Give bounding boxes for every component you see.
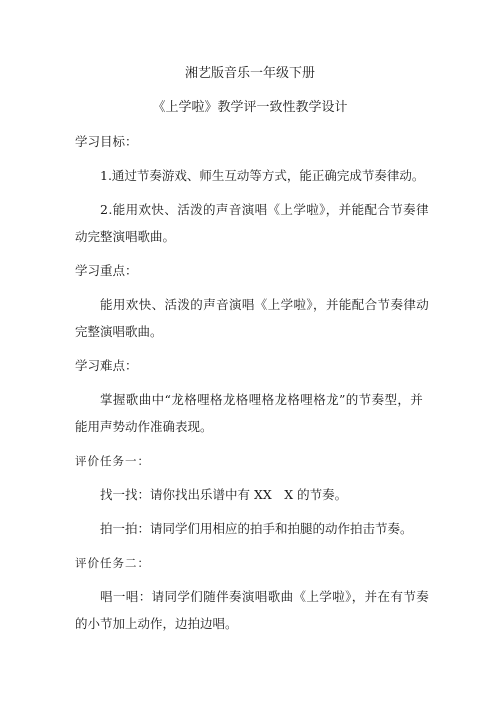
task-2-item-1-line-1: 唱一唱：请同学们随伴奏演唱歌曲《上学啦》，并在有节奏 [100, 589, 430, 604]
key-points-heading: 学习重点： [75, 263, 138, 278]
task-1-item-1: 找一找：请你找出乐谱中有 XX X 的节奏。 [100, 487, 348, 502]
task-2-heading: 评价任务二： [75, 556, 150, 570]
key-points-line-2: 完整演唱歌曲。 [75, 324, 163, 339]
objective-2-line-2: 动完整演唱歌曲。 [75, 229, 176, 244]
difficulties-line-1: 掌握歌曲中“龙格哩格龙格哩格龙格哩格龙”的节奏型，并 [100, 392, 424, 407]
task-2-item-1-line-2: 的小节加上动作，边拍边唱。 [75, 616, 238, 631]
objective-2-line-1: 2.能用欢快、活泼的声音演唱《上学啦》，并能配合节奏律 [100, 202, 429, 217]
task-1-item-2: 拍一拍：请同学们用相应的拍手和拍腿的动作拍击节奏。 [100, 521, 413, 536]
document-subtitle: 《上学啦》教学评一致性教学设计 [152, 100, 348, 115]
objectives-heading: 学习目标： [75, 134, 138, 149]
difficulties-line-2: 能用声势动作准确表现。 [75, 419, 213, 434]
task-1-heading: 评价任务一： [75, 454, 150, 468]
key-points-line-1: 能用欢快、活泼的声音演唱《上学啦》，并能配合节奏律动 [100, 297, 430, 312]
objective-1: 1.通过节奏游戏、师生互动等方式，能正确完成节奏律动。 [100, 168, 425, 183]
difficulties-heading: 学习难点： [75, 358, 138, 373]
document-title: 湘艺版音乐一年级下册 [184, 66, 315, 81]
